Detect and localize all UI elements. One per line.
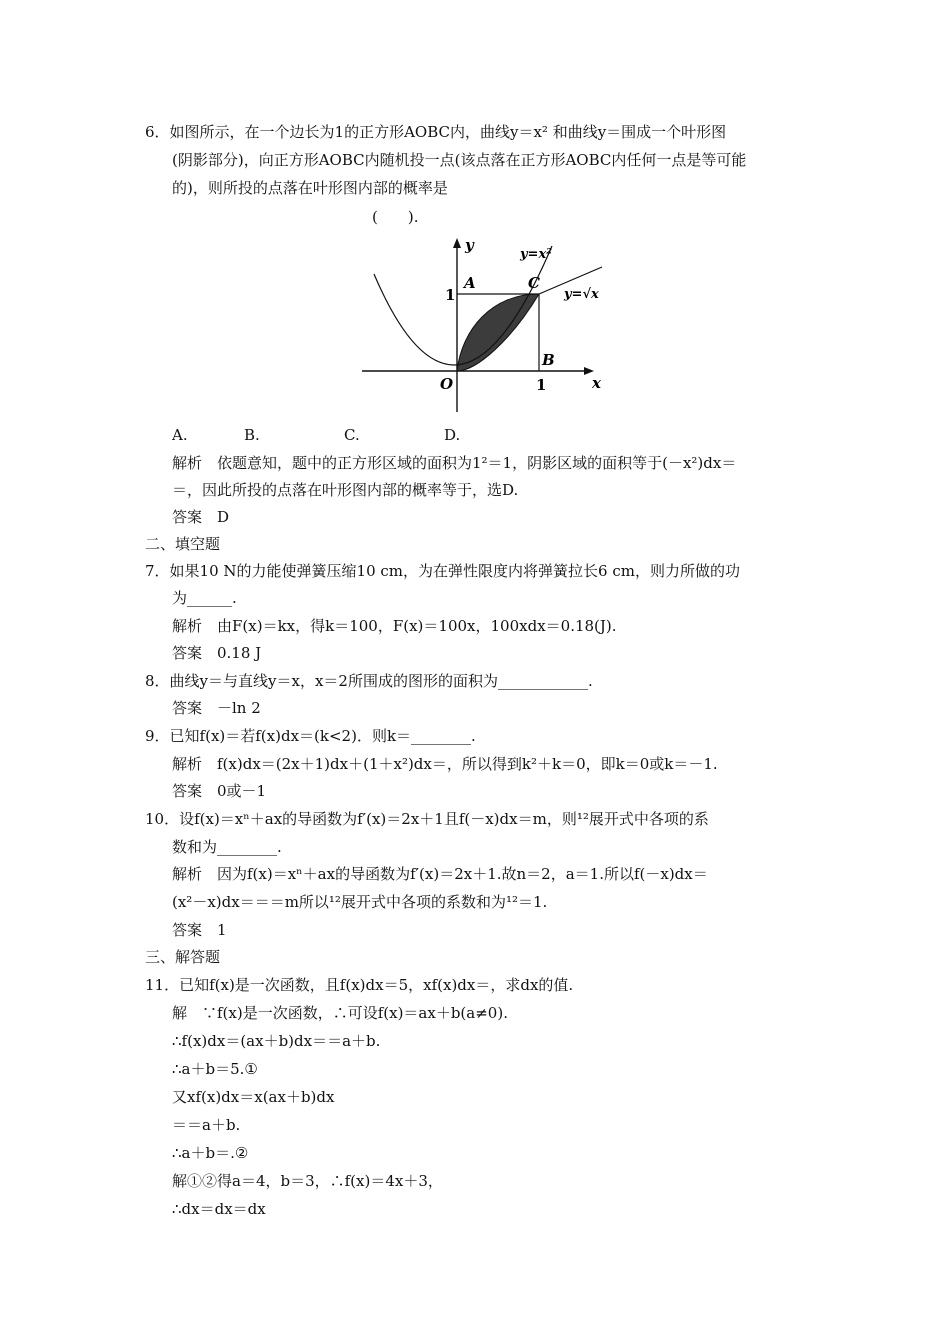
- origin-label: O: [440, 375, 454, 393]
- q9-answer: 答案 0或－1: [172, 782, 267, 800]
- q10-answer: 答案 1: [172, 921, 227, 939]
- y-tick-1: 1: [445, 286, 456, 304]
- q6-line-3: 的)，则所投的点落在叶形图内部的概率是: [172, 179, 448, 197]
- q6-answer: 答案 D: [172, 508, 230, 526]
- q9-analysis: 解析 f(x)dx＝(2x＋1)dx＋(1＋x²)dx＝，所以得到k²＋k＝0，即k＝0或k＝－1.: [172, 755, 718, 773]
- q8-line-1: 8．曲线y＝与直线y＝x，x＝2所围成的图形的面积为____________.: [145, 672, 593, 690]
- point-a-label: A: [464, 274, 476, 292]
- q9-line-1: 9．已知f(x)＝若f(x)dx＝(k<2)．则k＝________.: [145, 727, 476, 745]
- q11-step-1: 解 ∵f(x)是一次函数，∴可设f(x)＝ax＋b(a≠0).: [172, 1004, 508, 1022]
- q11-step-3: ∴a＋b＝5.①: [172, 1060, 258, 1078]
- y-axis-label: y: [465, 236, 474, 254]
- point-c-label: C: [528, 274, 540, 292]
- q11-line-1: 11．已知f(x)是一次函数，且f(x)dx＝5，xf(x)dx＝，求dx的值.: [145, 976, 574, 994]
- q11-step-5: ＝＝a＋b.: [172, 1116, 241, 1134]
- leaf-shape-figure: [362, 234, 612, 416]
- choice-c: C.: [344, 426, 360, 444]
- choice-b: B.: [244, 426, 260, 444]
- q6-answer-blank: ( ).: [372, 208, 419, 226]
- curve-label-x-squared: y=x²: [520, 247, 552, 262]
- q10-analysis-line-1: 解析 因为f(x)＝xⁿ＋ax的导函数为f′(x)＝2x＋1.故n＝2，a＝1.所以f(－x)dx＝: [172, 865, 708, 883]
- point-b-label: B: [542, 351, 555, 369]
- curve-label-sqrt-x: y=√x: [564, 287, 599, 302]
- q10-analysis-line-2: (x²－x)dx＝＝＝m所以¹²展开式中各项的系数和为¹²＝1.: [172, 893, 548, 911]
- q6-analysis-line-2: ＝，因此所投的点落在叶形图内部的概率等于，选D.: [172, 481, 519, 499]
- q11-step-6: ∴a＋b＝.②: [172, 1144, 249, 1162]
- q7-line-2: 为______.: [172, 589, 237, 607]
- choice-a: A.: [172, 426, 188, 444]
- q6-line-1: 6．如图所示，在一个边长为1的正方形AOBC内，曲线y＝x² 和曲线y＝围成一个叶形图: [145, 123, 727, 141]
- section-fill-in-heading: 二、填空题: [145, 535, 221, 553]
- q6-analysis-line-1: 解析 依题意知，题中的正方形区域的面积为1²＝1，阴影区域的面积等于(－x²)dx＝: [172, 454, 737, 472]
- q8-answer: 答案 －ln 2: [172, 699, 261, 717]
- q10-line-2: 数和为________.: [172, 838, 282, 856]
- q11-step-2: ∴f(x)dx＝(ax＋b)dx＝＝a＋b.: [172, 1032, 381, 1050]
- q11-step-8: ∴dx＝dx＝dx: [172, 1200, 266, 1218]
- leaf-shaded-region: [457, 294, 539, 371]
- x-axis-label: x: [592, 374, 601, 392]
- q7-analysis: 解析 由F(x)＝kx，得k＝100，F(x)＝100x，100xdx＝0.18(J).: [172, 617, 617, 635]
- q11-step-7: 解①②得a＝4，b＝3，∴f(x)＝4x＋3，: [172, 1172, 443, 1190]
- choice-d: D.: [444, 426, 461, 444]
- q6-line-2: (阴影部分)，向正方形AOBC内随机投一点(该点落在正方形AOBC内任何一点是等可能: [172, 151, 747, 169]
- q10-line-1: 10．设f(x)＝xⁿ＋ax的导函数为f′(x)＝2x＋1且f(－x)dx＝m，则¹²展开式中各项的系: [145, 810, 709, 828]
- q7-line-1: 7．如果10 N的力能使弹簧压缩10 cm，为在弹性限度内将弹簧拉长6 cm，则力所做的功: [145, 562, 740, 580]
- q11-step-4: 又xf(x)dx＝x(ax＋b)dx: [172, 1088, 335, 1106]
- q7-answer: 答案 0.18 J: [172, 644, 262, 662]
- x-tick-1: 1: [536, 376, 547, 394]
- section-solution-heading: 三、解答题: [145, 948, 221, 966]
- y-axis-arrow: [453, 238, 461, 248]
